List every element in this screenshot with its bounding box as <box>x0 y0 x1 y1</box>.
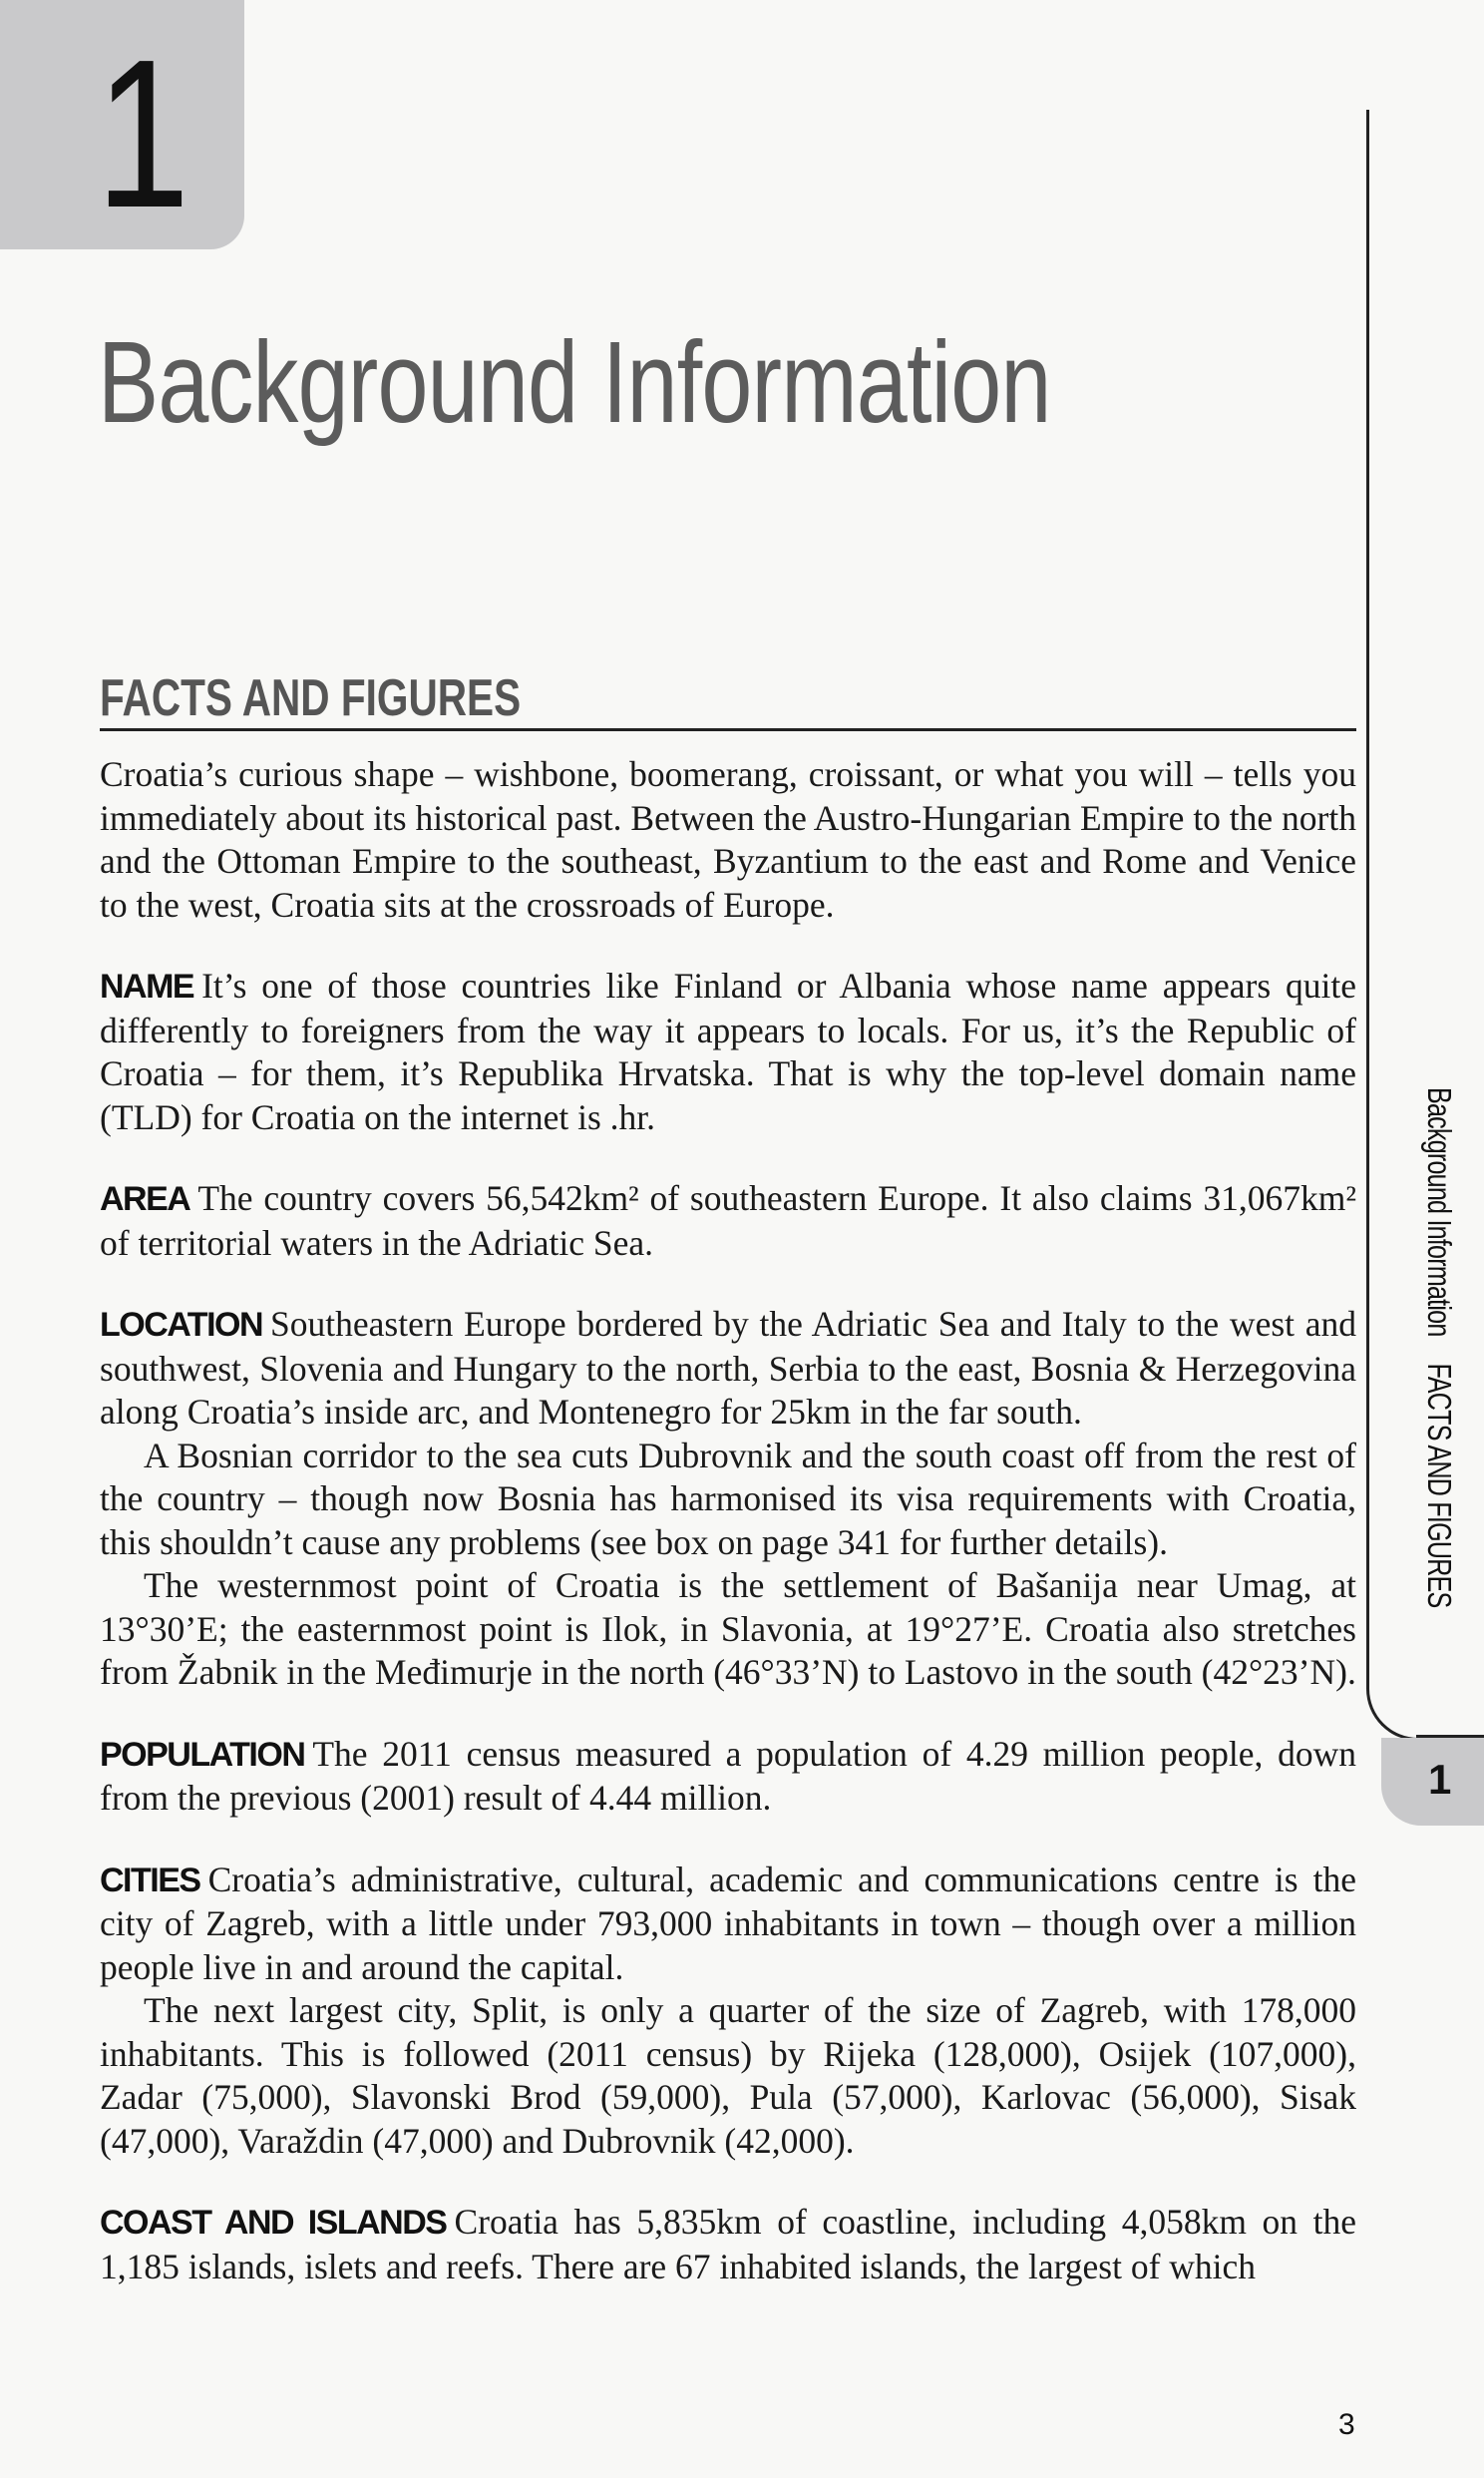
body-text <box>100 753 1356 2288</box>
entry-label: COAST AND ISLANDS <box>100 2204 447 2242</box>
entry-text: The country covers 56,542km² of southeastern Europe. It also claims 31,067km² of territorial waters in the Adriatic Sea. <box>100 1178 1356 1263</box>
heading-rule <box>100 728 1356 731</box>
running-head <box>1420 1087 1458 1608</box>
entry-location <box>100 1303 1356 1695</box>
entry-label: LOCATION <box>100 1306 263 1344</box>
entry-text: The westernmost point of Croatia is the settlement of Bašanija near Umag, at 13°30’E; the easternmost point is Ilok, in Slavonia, at 19°27’E. Croatia also stretches from Žabnik in the Međimurje in the north (46°33’N) to Lastovo in the south (42°23’N). <box>100 1565 1356 1692</box>
entry-name <box>100 965 1356 1139</box>
entry-population <box>100 1733 1356 1821</box>
entry-coast <box>100 2201 1356 2288</box>
entry-text: The 2011 census measured a population of 4.29 million people, down from the previous (2001) result of 4.44 million. <box>100 1733 1356 1818</box>
entry-text: Southeastern Europe bordered by the Adriatic Sea and Italy to the west and southwest, Slovenia and Hungary to the north, Serbia to the east, Bosnia & Herzegovina along Croatia’s inside arc, and Montenegro for 25km in the far south. <box>100 1304 1356 1432</box>
entry-label: NAME <box>100 968 194 1006</box>
running-head-chapter: Background Information <box>1421 1087 1458 1337</box>
thumb-tab-number: 1 <box>1428 1756 1452 1803</box>
intro-text: Croatia’s curious shape – wishbone, boomerang, croissant, or what you will – tells you immediately about its historical past. Between the Austro-Hungarian Empire to the north and the Ottoman Empire to the southeast, Byzantium to the east and Rome and Venice to the west, Croatia sits at the crossroads of Europe. <box>100 754 1356 925</box>
entry-label: AREA <box>100 1180 190 1218</box>
entry-text: Croatia has 5,835km of coastline, including 4,058km on the 1,185 islands, islets and reefs. There are 67 inhabited islands, the largest of which <box>100 2202 1357 2286</box>
section-heading: FACTS AND FIGURES <box>100 669 522 727</box>
entry-cities <box>100 1858 1356 2164</box>
entry-label: CITIES <box>100 1860 200 1899</box>
entry-label: POPULATION <box>100 1735 305 1774</box>
running-head-section: FACTS AND FIGURES <box>1421 1363 1458 1608</box>
chapter-number: 1 <box>96 15 190 251</box>
entry-text: Croatia’s administrative, cultural, academic and communications centre is the city of Zagreb, with a little under 793,000 inhabitants in town – though over a million people live in and around the capital. <box>100 1858 1356 1987</box>
page-number: 3 <box>1338 2408 1355 2441</box>
entry-text: It’s one of those countries like Finland or Albania whose name appears quite differently to foreigners from the way it appears to locals. For us, it’s the Republic of Croatia – for them, it’s Republika Hrvatska. That is why the top-level domain name (TLD) for Croatia on the internet is .hr. <box>100 966 1356 1137</box>
entry-text: The next largest city, Split, is only a quarter of the size of Zagreb, with 178,000 inhabitants. This is followed (2011 census) by Rijeka (128,000), Osijek (107,000), Zadar (75,000), Slavonski Brod (59,000), Pula (57,000), Karlovac (56,000), Sisak (47,000), Varaždin (47,000) and Dubrovnik (42,000). <box>100 1990 1356 2161</box>
entry-text: A Bosnian corridor to the sea cuts Dubrovnik and the south coast off from the rest of the country – though now Bosnia has harmonised its visa requirements with Croatia, this shouldn’t cause any problems (see box on page 341 for further details). <box>100 1435 1356 1562</box>
entry-area <box>100 1177 1356 1265</box>
chapter-title: Background Information <box>98 317 1051 447</box>
intro-paragraph <box>100 753 1356 927</box>
